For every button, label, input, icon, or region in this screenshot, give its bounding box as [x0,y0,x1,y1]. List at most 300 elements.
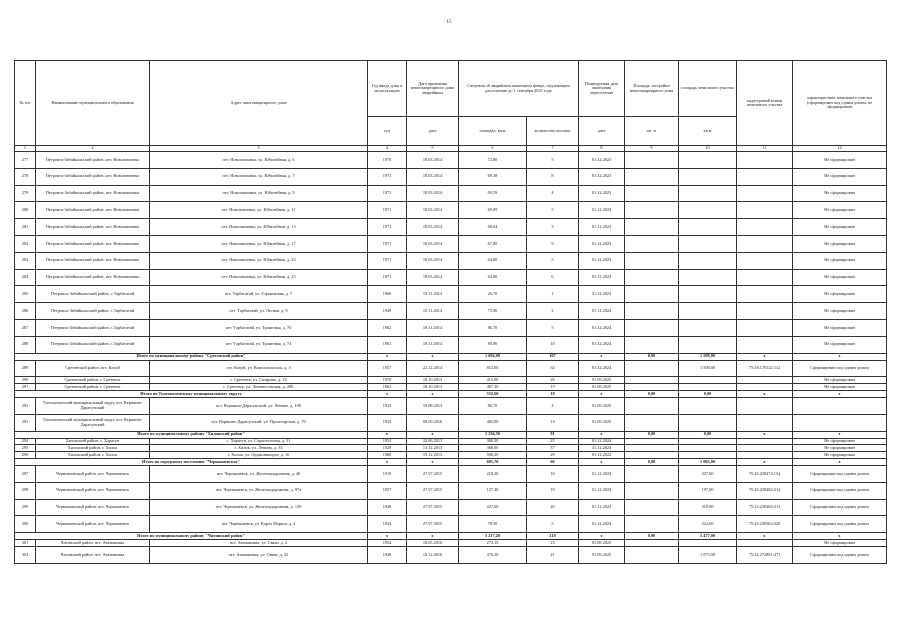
total-land-char: x [793,390,887,397]
table-row [15,185,887,202]
plan-date-cell: 01.09.2025 [579,414,625,431]
address-cell: г. Сретенск, ул. Ломоносовская, д. 20Б [150,384,368,391]
total-label: Итого по муниципальному району "Хилокский район" [15,431,368,438]
year-cell: 1963 [368,384,407,391]
area-cell: 73,90 [459,303,527,320]
municipality-cell: Чернышевский район, пгт. Чернышевск [36,465,150,482]
cadastral-cell [737,303,793,320]
land-char-cell: Не сформирован [793,252,887,269]
total-cadastral: x [737,458,793,465]
total-date: x [407,458,459,465]
land-area-cell [679,202,737,219]
land-area-cell [679,384,737,391]
area-cell: 69,38 [459,168,527,185]
address-cell: пгт. Чернышевск, ул. Железнодорожная, д. 97а [150,482,368,499]
year-cell: 1970 [368,377,407,384]
municipality-cell: Петровск-Забайкальский район, с.Тарбагатай [36,336,150,353]
municipality-cell: Читинский район, пгт. Атамановка [36,540,150,547]
area-cell: 415,00 [459,377,527,384]
header-num: № п/п [15,61,36,146]
plan-date-cell: 01.12.2024 [579,319,625,336]
area-cell: 360,30 [459,438,527,445]
people-cell: 26 [527,499,579,516]
address-cell: г. Сретенск, ул. Гагарина, д. 18 [150,377,368,384]
year-cell: 1971 [368,219,407,236]
total-building-area: 0,00 [625,458,679,465]
cadastral-cell: 75:18:170122:112 [737,360,793,377]
total-label: Итого по городскому поселению "Чернышевское" [15,458,368,465]
header-row [15,61,887,117]
land-char-cell: Не сформирован [793,286,887,303]
land-area-cell [679,445,737,452]
area-cell: 137,30 [459,482,527,499]
total-plan-date: x [579,533,625,540]
col-num: 9 [625,146,679,152]
subheader-year: год [368,117,407,146]
people-cell: 3 [527,219,579,236]
row-number: 279 [15,185,36,202]
total-area: 1 694,90 [459,353,527,360]
people-cell: 5 [527,252,579,269]
building-area-cell [625,336,679,353]
subheader-people: количество человек [527,117,579,146]
people-cell: 19 [527,384,579,391]
municipality-cell: Петровск-Забайкальский район, пгт. Новопавловка [36,235,150,252]
header-land-char: характеристика земельного участка (сформирован под одним домом, не сформирован) [793,61,887,146]
emergency-date-cell: 27.07.2015 [407,482,459,499]
emergency-date-cell: 27.07.2015 [407,499,459,516]
emergency-date-cell: 10.11.2014 [407,319,459,336]
people-cell: 23 [527,540,579,547]
land-char-cell: Не сформирован [793,445,887,452]
municipality-cell: Читинский район, пгт. Атамановка [36,546,150,563]
cadastral-cell [737,219,793,236]
plan-date-cell: 31.12.2023 [579,286,625,303]
subheader-area: площадь, кв.м [459,117,527,146]
land-char-cell: Не сформирован [793,319,887,336]
header-year: Год ввода дома в эксплуатацию [368,61,407,117]
total-label: Итого по Тунгокоченскому муниципальному округу [15,390,368,397]
year-cell: 1971 [368,168,407,185]
area-cell: 812,60 [459,360,527,377]
year-cell: 1938 [368,499,407,516]
area-cell: 467,30 [459,384,527,391]
area-cell: 69,59 [459,185,527,202]
row-number: 278 [15,168,36,185]
plan-date-cell: 01.12.2024 [579,499,625,516]
total-people: 210 [527,533,579,540]
col-num: 1 [15,146,36,152]
table-row [15,397,887,414]
people-cell: 21 [527,546,579,563]
land-area-cell: 197,00 [679,482,737,499]
year-cell: 1962 [368,319,407,336]
address-cell: пгт. Новопавловка, ул. Юбилейная, д. 25 [150,269,368,286]
address-cell: пгт. Тарбагатай, ул. Лесная, д. 9 [150,303,368,320]
row-number: 292 [15,397,36,414]
emergency-date-cell: 16.12.2016 [407,546,459,563]
plan-date-cell: 01.12.2023 [579,235,625,252]
land-area-cell [679,303,737,320]
area-cell: 26,70 [459,286,527,303]
plan-date-cell: 01.12.2023 [579,219,625,236]
municipality-cell: Чернышевский район, пгт. Чернышевск [36,482,150,499]
header-municipality: Наименование муниципального образования [36,61,150,146]
total-area: 691,70 [459,458,527,465]
building-area-cell [625,319,679,336]
land-char-cell: Не сформирован [793,202,887,219]
total-land-area: 1 508,00 [679,353,737,360]
header-housing-info: Сведения об аварийном жилищном фонде, подлежащем расселению до 1 сентября 2025 года [459,61,579,117]
emergency-date-cell: 15.12.2013 [407,452,459,459]
row-number: 287 [15,319,36,336]
land-area-cell: 1 508,00 [679,360,737,377]
row-number: 293 [15,414,36,431]
area-cell: 69,09 [459,202,527,219]
municipality-cell: Петровск-Забайкальский район, пгт. Новопавловка [36,152,150,169]
total-building-area: 0,00 [625,431,679,438]
building-area-cell [625,185,679,202]
building-area-cell [625,499,679,516]
building-area-cell [625,168,679,185]
total-year: x [368,353,407,360]
municipality-cell: Сретенский район, г. Сретенск [36,384,150,391]
people-cell: 14 [527,414,579,431]
col-num: 7 [527,146,579,152]
year-cell: 1960 [368,286,407,303]
cadastral-cell: 75:22:272801:471 [737,546,793,563]
plan-date-cell: 01.12.2023 [579,185,625,202]
area-cell: 227,60 [459,499,527,516]
col-num: 10 [679,146,737,152]
year-cell: 1971 [368,185,407,202]
year-cell: 1971 [368,202,407,219]
plan-date-cell: 01.12.2023 [579,252,625,269]
land-area-cell [679,377,737,384]
header-building-area: Площадь застройки многоквартирного дома [625,61,679,117]
year-cell: 1970 [368,152,407,169]
total-building-area: 0,00 [625,390,679,397]
table-row [15,452,887,459]
emergency-date-cell: 18.03.2014 [407,269,459,286]
address-cell: пгт. Чернышевск, ул. Железнодорожная, д. 139 [150,499,368,516]
land-area-cell [679,269,737,286]
municipality-cell: Хилокский район, с. Харагун [36,438,150,445]
page-number: 15 [446,20,452,25]
table-row [15,360,887,377]
year-cell: 1971 [368,235,407,252]
row-number: 296 [15,452,36,459]
total-people: 91 [527,431,579,438]
area-cell: 465,90 [459,414,527,431]
total-plan-date: x [579,390,625,397]
municipality-cell: Петровск-Забайкальский район, с.Тарбагатай [36,303,150,320]
plan-date-cell: 01.09.2025 [579,397,625,414]
area-cell: 86,70 [459,397,527,414]
people-cell: 10 [527,336,579,353]
emergency-date-cell: 18.03.2014 [407,235,459,252]
cadastral-cell: 75:23:230484:314 [737,482,793,499]
table-row [15,269,887,286]
address-cell: пгт. Вершино-Дарасунский, ул. Пролетарская, д. 79 [150,414,368,431]
header-cadastral: кадастровый номер земельного участка [737,61,793,146]
area-cell: 273,10 [459,540,527,547]
total-date: x [407,353,459,360]
year-cell: 1954 [368,438,407,445]
land-char-cell: Не сформирован [793,219,887,236]
land-char-cell: Сформирован под одним домом [793,499,887,516]
land-char-cell: Не сформирован [793,185,887,202]
row-number: 291 [15,384,36,391]
emergency-date-cell: 18.03.2014 [407,185,459,202]
cadastral-cell [737,269,793,286]
area-cell: 86,70 [459,319,527,336]
land-char-cell [793,397,887,414]
year-cell: 1929 [368,445,407,452]
total-plan-date: x [579,458,625,465]
municipality-cell: Чернышевский район, пгт. Чернышевск [36,516,150,533]
table-row [15,438,887,445]
plan-date-cell: 01.12.2024 [579,465,625,482]
table-row [15,540,887,547]
plan-date-cell: 01.12.2022 [579,452,625,459]
land-area-cell [679,168,737,185]
plan-date-cell: 01.12.2024 [579,303,625,320]
cadastral-cell [737,336,793,353]
people-cell: 8 [527,168,579,185]
municipality-cell: Петровск-Забайкальский район, пгт. Новопавловка [36,252,150,269]
address-cell: пгт. Новопавловка, ул. Юбилейная, д. 9 [150,185,368,202]
cadastral-cell [737,286,793,303]
col-num: 3 [150,146,368,152]
table-row [15,235,887,252]
land-char-cell: Не сформирован [793,336,887,353]
address-cell: пгт. Новопавловка, ул. Юбилейная, д. 11 [150,202,368,219]
header-land-area: площадь земельного участка [679,61,737,117]
year-cell: 1957 [368,482,407,499]
emergency-date-cell: 10.11.2014 [407,286,459,303]
people-cell: 26 [527,377,579,384]
area-cell: 64,80 [459,252,527,269]
total-date: x [407,431,459,438]
building-area-cell [625,546,679,563]
land-char-cell: Не сформирован [793,540,887,547]
people-cell: 2 [527,303,579,320]
area-cell: 64,80 [459,269,527,286]
cadastral-cell [737,445,793,452]
cadastral-cell [737,168,793,185]
total-label: Итого по муниципальному району "Читинский район" [15,533,368,540]
people-cell: 6 [527,269,579,286]
land-area-cell [679,219,737,236]
row-number: 281 [15,219,36,236]
address-cell: с. Харагун, ул. Строительная, д. 31 [150,438,368,445]
table-row [15,286,887,303]
municipality-cell: Чернышевский район, пгт. Чернышевск [36,499,150,516]
total-plan-date: x [579,353,625,360]
people-cell: 9 [527,235,579,252]
cadastral-cell [737,384,793,391]
land-char-cell: Не сформирован [793,438,887,445]
total-date: x [407,533,459,540]
area-cell: 68,64 [459,219,527,236]
year-cell: 1932 [368,397,407,414]
total-building-area: 0,00 [625,353,679,360]
total-land-area: 3 477,00 [679,533,737,540]
row-number: 301 [15,540,36,547]
land-area-cell [679,397,737,414]
address-cell: пгт. Новопавловка, ул. Юбилейная, д. 6 [150,152,368,169]
municipality-cell: Тунгокоченский муниципальный округ, пгт. Вершино-Дарасунский [36,414,150,431]
municipality-cell: Хилокский район, г. Хилок [36,445,150,452]
total-land-char: x [793,431,887,438]
total-cadastral: x [737,353,793,360]
cadastral-cell [737,452,793,459]
area-cell: 508,20 [459,452,527,459]
cadastral-cell [737,397,793,414]
address-cell: пгт. Тарбагатай, ул. Горьковская, д. 7 [150,286,368,303]
total-cadastral: x [737,390,793,397]
header-planned-date: Планируемая дата окончания переселения [579,61,625,117]
total-row [15,390,887,397]
municipality-cell: Сретенский район, пгт. Кокуй [36,360,150,377]
land-char-cell: Не сформирован [793,377,887,384]
building-area-cell [625,286,679,303]
building-area-cell [625,269,679,286]
row-number: 286 [15,303,36,320]
cadastral-cell: 75:23:230563:329 [737,516,793,533]
building-area-cell [625,235,679,252]
municipality-cell: Петровск-Забайкальский район, пгт. Новопавловка [36,269,150,286]
year-cell: 1949 [368,303,407,320]
land-area-cell [679,319,737,336]
table-row [15,516,887,533]
land-char-cell: Сформирован под одним домом [793,360,887,377]
row-number: 277 [15,152,36,169]
emergency-date-cell: 10.11.2014 [407,303,459,320]
col-num: 2 [36,146,150,152]
year-cell: 1957 [368,360,407,377]
row-number: 300 [15,516,36,533]
address-cell: пгт. Новопавловка, ул. Юбилейная, д. 17 [150,235,368,252]
plan-date-cell: 01.12.2023 [579,202,625,219]
address-cell: пгт. Чернышевск, ул. Карла Маркса, д. 4 [150,516,368,533]
municipality-cell: Петровск-Забайкальский район, пгт. Новопавловка [36,202,150,219]
emergency-date-cell: 08.09.2016 [407,414,459,431]
total-row [15,533,887,540]
row-number: 288 [15,336,36,353]
cadastral-cell: 75:23:230474:154 [737,465,793,482]
building-area-cell [625,252,679,269]
col-num: 8 [579,146,625,152]
row-number: 282 [15,235,36,252]
year-cell: 1954 [368,540,407,547]
municipality-cell: Петровск-Забайкальский район, с.Тарбагатай [36,286,150,303]
emergency-date-cell: 18.10.2013 [407,377,459,384]
row-number: 294 [15,438,36,445]
total-year: x [368,390,407,397]
year-cell: 1971 [368,269,407,286]
address-cell: пгт. Новопавловка, ул. Юбилейная, д. 13 [150,219,368,236]
municipality-cell: Тунгокоченский муниципальный округ, пгт. Вершино-Дарасунский [36,397,150,414]
plan-date-cell: 01.09.2025 [579,546,625,563]
area-cell: 470,20 [459,546,527,563]
row-number: 290 [15,377,36,384]
area-cell: 72,80 [459,152,527,169]
table-row [15,252,887,269]
land-char-cell: Не сформирован [793,152,887,169]
building-area-cell [625,438,679,445]
building-area-cell [625,303,679,320]
total-land-area: 1 065,00 [679,458,737,465]
people-cell: 5 [527,319,579,336]
total-row [15,353,887,360]
cadastral-cell [737,252,793,269]
emergency-date-cell: 27.07.2015 [407,516,459,533]
people-cell: 1 [527,286,579,303]
building-area-cell [625,516,679,533]
emergency-date-cell: 18.03.2014 [407,202,459,219]
land-char-cell: Сформирован под одним домом [793,482,887,499]
building-area-cell [625,219,679,236]
total-row [15,431,887,438]
land-char-cell: Не сформирован [793,269,887,286]
area-cell: 218,30 [459,465,527,482]
cadastral-cell [737,202,793,219]
year-cell: 1938 [368,546,407,563]
land-area-cell [679,235,737,252]
table-row [15,546,887,563]
land-area-cell [679,414,737,431]
row-number: 289 [15,360,36,377]
plan-date-cell: 01.12.2024 [579,360,625,377]
row-number: 284 [15,269,36,286]
address-cell: пгт. Тарбагатай, ул. Трактовая, д. 74 [150,336,368,353]
building-area-cell [625,482,679,499]
municipality-cell: Сретенский район, г. Сретенск [36,377,150,384]
people-cell: 5 [527,516,579,533]
table-row [15,303,887,320]
subheader-plan-date: дата [579,117,625,146]
total-land-area: 0,00 [679,390,737,397]
municipality-cell: Петровск-Забайкальский район, пгт. Новопавловка [36,168,150,185]
col-num: 5 [407,146,459,152]
cadastral-cell [737,438,793,445]
total-people: 18 [527,390,579,397]
plan-date-cell: 01.12.2024 [579,516,625,533]
people-cell: 4 [527,185,579,202]
table-row [15,336,887,353]
total-year: x [368,431,407,438]
table-row [15,168,887,185]
municipality-cell: Хилокский район, г. Хилок [36,452,150,459]
building-area-cell [625,202,679,219]
table-row [15,219,887,236]
people-cell: 19 [527,482,579,499]
year-cell: 1934 [368,516,407,533]
land-char-cell: Не сформирован [793,384,887,391]
cadastral-cell: 75:23:230484:313 [737,499,793,516]
total-people: 66 [527,458,579,465]
cadastral-cell [737,540,793,547]
plan-date-cell: 01.09.2025 [579,377,625,384]
people-cell: 29 [527,452,579,459]
row-number: 285 [15,286,36,303]
year-cell: 1910 [368,465,407,482]
year-cell: 1961 [368,336,407,353]
land-area-cell: 222,00 [679,516,737,533]
people-cell: 5 [527,152,579,169]
